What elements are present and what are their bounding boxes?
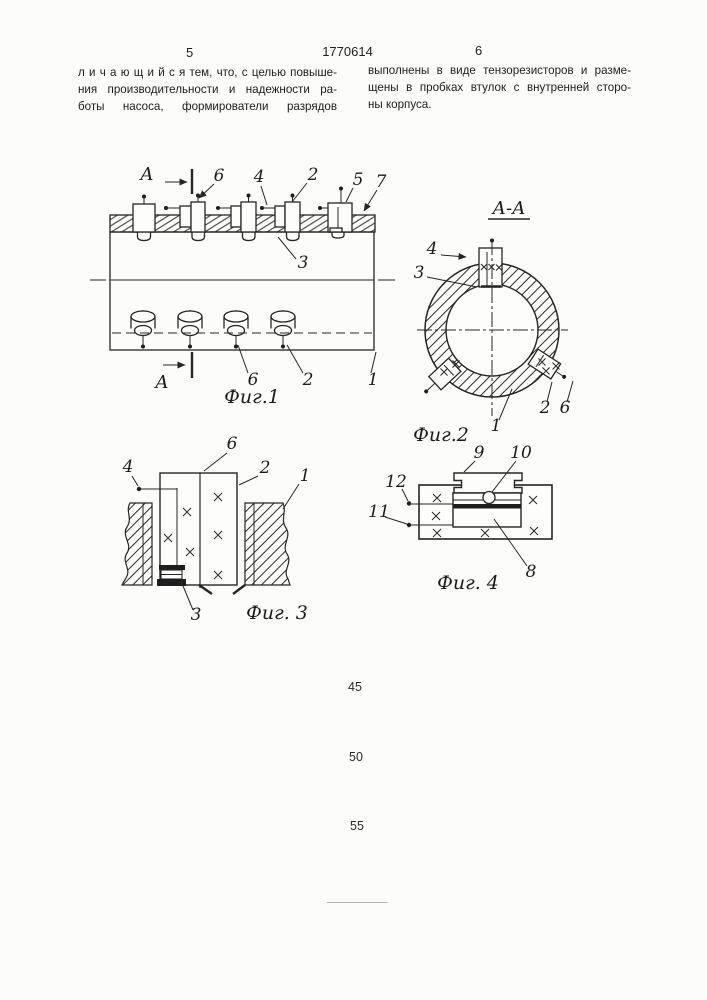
fig3-ref-4: 4 (122, 457, 134, 477)
fig3-ref-1: 1 (299, 466, 311, 486)
fig1-section-letter-bottom: А (155, 372, 169, 393)
fig1-caption: Фиг.1 (224, 386, 280, 408)
fig4-ref-10: 10 (510, 443, 532, 463)
margin-line-number-45: 45 (348, 680, 362, 694)
fig3-caption: Фиг. 3 (246, 602, 308, 624)
figure-2 (413, 198, 573, 446)
patent-number: 1770614 (322, 44, 373, 59)
text-line: щены в пробках втулок с внутренней сторо- (368, 81, 631, 94)
margin-line-number-55: 55 (350, 819, 364, 833)
fig1-ref-2-top: 2 (307, 165, 319, 185)
fig2-ref-4: 4 (426, 239, 438, 259)
right-column-number: 6 (475, 43, 483, 58)
text-line: выполнены в виде тензорезисторов и разме- (368, 64, 631, 77)
figure-1 (90, 164, 395, 408)
fig1-ref-5: 5 (352, 170, 364, 190)
fig2-section-title: А-А (492, 198, 526, 219)
text-line: боты насоса, формирователи разрядов (78, 100, 337, 113)
text-line: ния производительности и надежности ра- (78, 83, 337, 96)
fig4-clamp-piece (454, 473, 522, 493)
fig1-ref-4: 4 (253, 167, 265, 187)
fig1-ref-3: 3 (297, 253, 309, 273)
fig2-ref-2: 2 (539, 398, 551, 418)
fig1-dome-1 (131, 310, 155, 349)
fig2-caption: Фиг.2 (413, 424, 469, 446)
fig4-ref-12: 12 (385, 472, 407, 492)
fig3-ref-6: 6 (226, 434, 238, 454)
figure-3 (122, 434, 311, 625)
fig4-tensoresistor-strip (453, 504, 521, 509)
fig1-ref-6-top: 6 (213, 166, 225, 186)
margin-line-number-50: 50 (349, 750, 363, 764)
fig1-dome-3 (224, 310, 248, 349)
fig4-ball-element (483, 492, 495, 504)
figure-4 (368, 443, 552, 594)
fig1-ref-1: 1 (367, 370, 379, 390)
fig2-ref-1: 1 (490, 416, 502, 436)
fig2-ref-3: 3 (413, 263, 425, 283)
fig2-top-plug (479, 239, 502, 288)
fig3-housing-right (245, 503, 290, 585)
text-line: ны корпуса. (368, 98, 432, 111)
fig1-dome-2 (178, 310, 202, 349)
fig1-section-letter-top: А (140, 164, 154, 185)
fig1-ref-7: 7 (375, 172, 387, 192)
fig3-ref-3: 3 (190, 605, 202, 625)
fig4-ref-8: 8 (525, 562, 537, 582)
fig2-ref-6: 6 (559, 398, 571, 418)
fig4-ref-9: 9 (473, 443, 485, 463)
fig3-ref-2: 2 (259, 458, 271, 478)
fig4-ref-11: 11 (368, 502, 390, 522)
fig4-caption: Фиг. 4 (437, 572, 499, 594)
text-line: л и ч а ю щ и й с я тем, что, с целью повыше- (78, 66, 337, 79)
fig1-ref-6-bottom: 6 (247, 370, 259, 390)
fig1-ref-2-bottom: 2 (302, 370, 314, 390)
left-column-number: 5 (186, 45, 194, 60)
fig3-housing-left (122, 503, 152, 585)
fig1-dome-4 (271, 310, 295, 349)
fig1-plug-1 (133, 195, 155, 241)
